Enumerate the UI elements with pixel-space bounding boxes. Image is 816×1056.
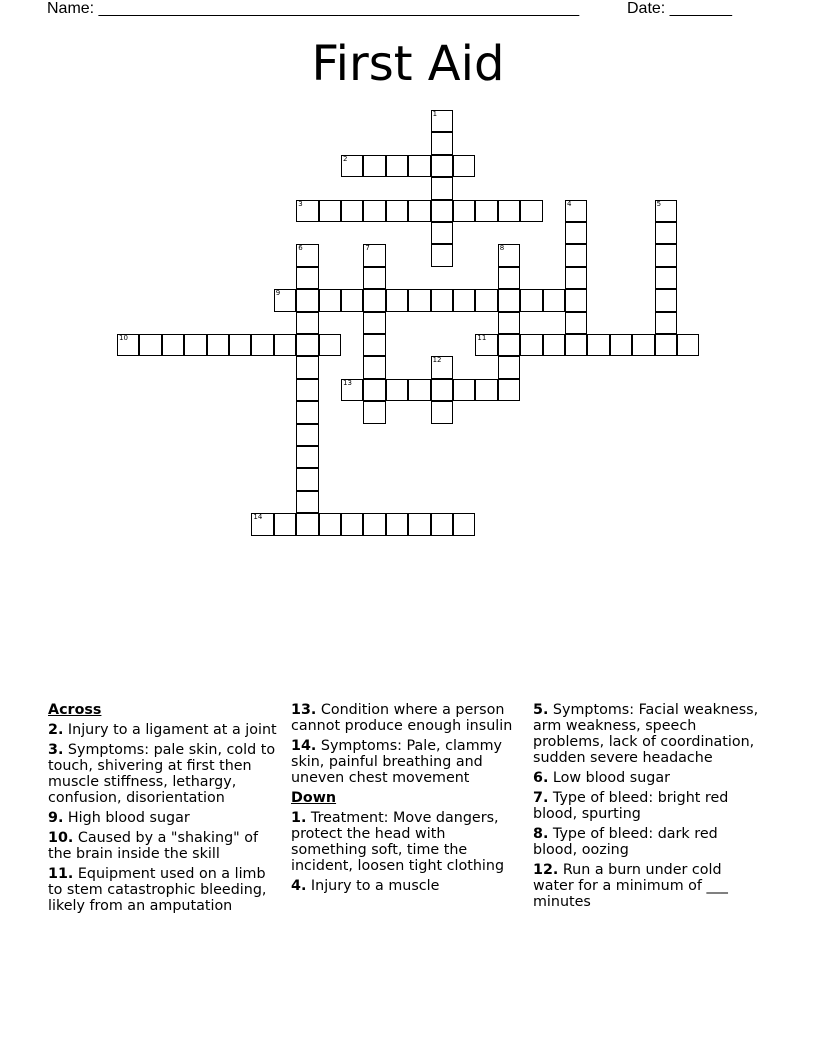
grid-cell[interactable] <box>319 334 341 356</box>
grid-cell[interactable] <box>453 379 475 401</box>
grid-cell[interactable] <box>296 289 318 311</box>
grid-cell[interactable] <box>655 312 677 334</box>
grid-cell[interactable] <box>498 244 520 266</box>
grid-cell[interactable] <box>431 401 453 423</box>
grid-cell[interactable] <box>431 513 453 535</box>
grid-cell[interactable] <box>296 491 318 513</box>
grid-cell[interactable] <box>431 289 453 311</box>
clue-across-13: 13. Condition where a person cannot produce enough insulin <box>291 702 513 734</box>
grid-cell[interactable] <box>431 110 453 132</box>
grid-cell[interactable] <box>655 267 677 289</box>
grid-cell[interactable] <box>677 334 699 356</box>
grid-cell[interactable] <box>431 132 453 154</box>
grid-cell[interactable] <box>251 513 273 535</box>
grid-cell[interactable] <box>162 334 184 356</box>
grid-cell[interactable] <box>408 200 430 222</box>
cell-number: 2 <box>343 154 348 163</box>
grid-cell[interactable] <box>453 513 475 535</box>
grid-cell[interactable] <box>296 513 318 535</box>
grid-cell[interactable] <box>498 379 520 401</box>
grid-cell[interactable] <box>408 379 430 401</box>
clue-across-9: 9. High blood sugar <box>48 810 190 826</box>
grid-cell[interactable] <box>296 356 318 378</box>
grid-cell[interactable] <box>431 200 453 222</box>
grid-cell[interactable] <box>565 289 587 311</box>
grid-cell[interactable] <box>363 267 385 289</box>
grid-cell[interactable] <box>565 334 587 356</box>
grid-cell[interactable] <box>498 312 520 334</box>
grid-cell[interactable] <box>296 401 318 423</box>
cell-number: 9 <box>275 289 281 298</box>
grid-cell[interactable] <box>139 334 161 356</box>
grid-cell[interactable] <box>363 155 385 177</box>
grid-cell[interactable] <box>655 334 677 356</box>
grid-cell[interactable] <box>453 289 475 311</box>
grid-cell[interactable] <box>296 267 318 289</box>
grid-cell[interactable] <box>363 312 385 334</box>
clue-down-8: 8. Type of bleed: dark red blood, oozing <box>533 826 718 858</box>
grid-cell[interactable] <box>363 244 385 266</box>
grid-cell[interactable] <box>543 334 565 356</box>
grid-cell[interactable] <box>296 312 318 334</box>
cell-number: 3 <box>298 199 303 208</box>
clues-column-2 <box>291 702 523 898</box>
grid-cell[interactable] <box>565 222 587 244</box>
grid-cell[interactable] <box>341 513 363 535</box>
grid-cell[interactable] <box>543 289 565 311</box>
grid-cell[interactable] <box>341 379 363 401</box>
cell-number: 13 <box>343 378 352 387</box>
cell-number: 10 <box>119 334 128 342</box>
grid-cell[interactable] <box>453 155 475 177</box>
grid-cell[interactable] <box>565 312 587 334</box>
clues-column-3 <box>533 702 765 914</box>
date-field-label: Date: _______ <box>627 0 732 17</box>
clue-down-5: 5. Symptoms: Facial weakness, arm weakness, speech problems, lack of coordination, sudden severe headache <box>533 702 759 766</box>
clue-across-2: 2. Injury to a ligament at a joint <box>48 722 277 738</box>
grid-cell[interactable] <box>498 267 520 289</box>
grid-cell[interactable] <box>296 468 318 490</box>
grid-cell[interactable] <box>229 334 251 356</box>
grid-cell[interactable] <box>655 200 677 222</box>
grid-cell[interactable] <box>296 200 318 222</box>
clue-down-12: 12. Run a burn under cold water for a minimum of ___ minutes <box>533 862 728 910</box>
grid-cell[interactable] <box>520 334 542 356</box>
cell-number: 5 <box>656 199 662 208</box>
grid-cell[interactable] <box>475 379 497 401</box>
clue-down-6: 6. Low blood sugar <box>533 770 671 786</box>
grid-cell[interactable] <box>498 200 520 222</box>
cell-number: 8 <box>499 244 505 253</box>
grid-cell[interactable] <box>274 289 296 311</box>
grid-cell[interactable] <box>431 222 453 244</box>
cell-number: 12 <box>432 356 442 365</box>
grid-cell[interactable] <box>520 289 542 311</box>
grid-cell[interactable] <box>475 334 497 356</box>
cell-number: 4 <box>567 199 572 208</box>
cell-number: 14 <box>253 513 263 522</box>
grid-cell[interactable] <box>319 200 341 222</box>
grid-cell[interactable] <box>341 289 363 311</box>
clue-down-4: 4. Injury to a muscle <box>291 878 440 894</box>
grid-cell[interactable] <box>363 356 385 378</box>
grid-cell[interactable] <box>251 334 273 356</box>
grid-cell[interactable] <box>431 379 453 401</box>
clue-across-3: 3. Symptoms: pale skin, cold to touch, shivering at first then muscle stiffness, lethargy, confusion, disorientation <box>48 742 276 806</box>
grid-cell[interactable] <box>117 334 139 356</box>
grid-cell[interactable] <box>184 334 206 356</box>
grid-cell[interactable] <box>408 155 430 177</box>
grid-cell[interactable] <box>632 334 654 356</box>
grid-cell[interactable] <box>363 200 385 222</box>
grid-cell[interactable] <box>453 200 475 222</box>
grid-cell[interactable] <box>319 289 341 311</box>
grid-cell[interactable] <box>207 334 229 356</box>
grid-cell[interactable] <box>565 267 587 289</box>
grid-cell[interactable] <box>475 289 497 311</box>
grid-cell[interactable] <box>431 155 453 177</box>
clue-across-14: 14. Symptoms: Pale, clammy skin, painful breathing and uneven chest movement <box>291 738 503 786</box>
cell-number: 1 <box>432 110 438 118</box>
grid-cell[interactable] <box>274 513 296 535</box>
grid-cell[interactable] <box>386 379 408 401</box>
grid-cell[interactable] <box>386 155 408 177</box>
cell-number: 11 <box>477 334 487 342</box>
grid-cell[interactable] <box>363 513 385 535</box>
grid-cell[interactable] <box>520 200 542 222</box>
grid-cell[interactable] <box>386 513 408 535</box>
grid-cell[interactable] <box>296 446 318 468</box>
cell-number: 6 <box>298 244 303 253</box>
grid-cell[interactable] <box>408 289 430 311</box>
grid-cell[interactable] <box>475 200 497 222</box>
clue-down-7: 7. Type of bleed: bright red blood, spurting <box>533 790 729 822</box>
puzzle-title: First Aid <box>311 36 505 92</box>
clue-across-11: 11. Equipment used on a limb to stem catastrophic bleeding, likely from an amputation <box>48 866 267 914</box>
grid-cell[interactable] <box>431 244 453 266</box>
grid-cell[interactable] <box>655 222 677 244</box>
grid-cell[interactable] <box>341 155 363 177</box>
clue-down-1: 1. Treatment: Move dangers, protect the head with something soft, time the incident, loosen tight clothing <box>291 810 505 874</box>
grid-cell[interactable] <box>386 200 408 222</box>
name-field-label: Name: ______________________________________________________ <box>47 0 580 17</box>
grid-cell[interactable] <box>498 356 520 378</box>
grid-cell[interactable] <box>296 334 318 356</box>
grid-cell[interactable] <box>655 244 677 266</box>
grid-cell[interactable] <box>274 334 296 356</box>
clues-column-1 <box>48 702 280 918</box>
grid-cell[interactable] <box>363 379 385 401</box>
grid-cell[interactable] <box>431 356 453 378</box>
grid-cell[interactable] <box>610 334 632 356</box>
grid-cell[interactable] <box>296 244 318 266</box>
grid-cell[interactable] <box>565 244 587 266</box>
across-heading: Across <box>48 702 102 718</box>
grid-cell[interactable] <box>296 379 318 401</box>
grid-cell[interactable] <box>408 513 430 535</box>
grid-cell[interactable] <box>565 200 587 222</box>
grid-cell[interactable] <box>341 200 363 222</box>
grid-cell[interactable] <box>498 289 520 311</box>
clue-across-10: 10. Caused by a "shaking" of the brain inside the skill <box>48 830 259 862</box>
grid-cell[interactable] <box>655 289 677 311</box>
grid-cell[interactable] <box>363 334 385 356</box>
cell-number: 7 <box>365 244 370 253</box>
grid-cell[interactable] <box>386 289 408 311</box>
grid-cell[interactable] <box>587 334 609 356</box>
grid-cell[interactable] <box>363 401 385 423</box>
grid-cell[interactable] <box>431 177 453 199</box>
grid-cell[interactable] <box>319 513 341 535</box>
grid-cell[interactable] <box>296 424 318 446</box>
grid-cell[interactable] <box>498 334 520 356</box>
grid-cell[interactable] <box>363 289 385 311</box>
down-heading: Down <box>291 790 337 806</box>
